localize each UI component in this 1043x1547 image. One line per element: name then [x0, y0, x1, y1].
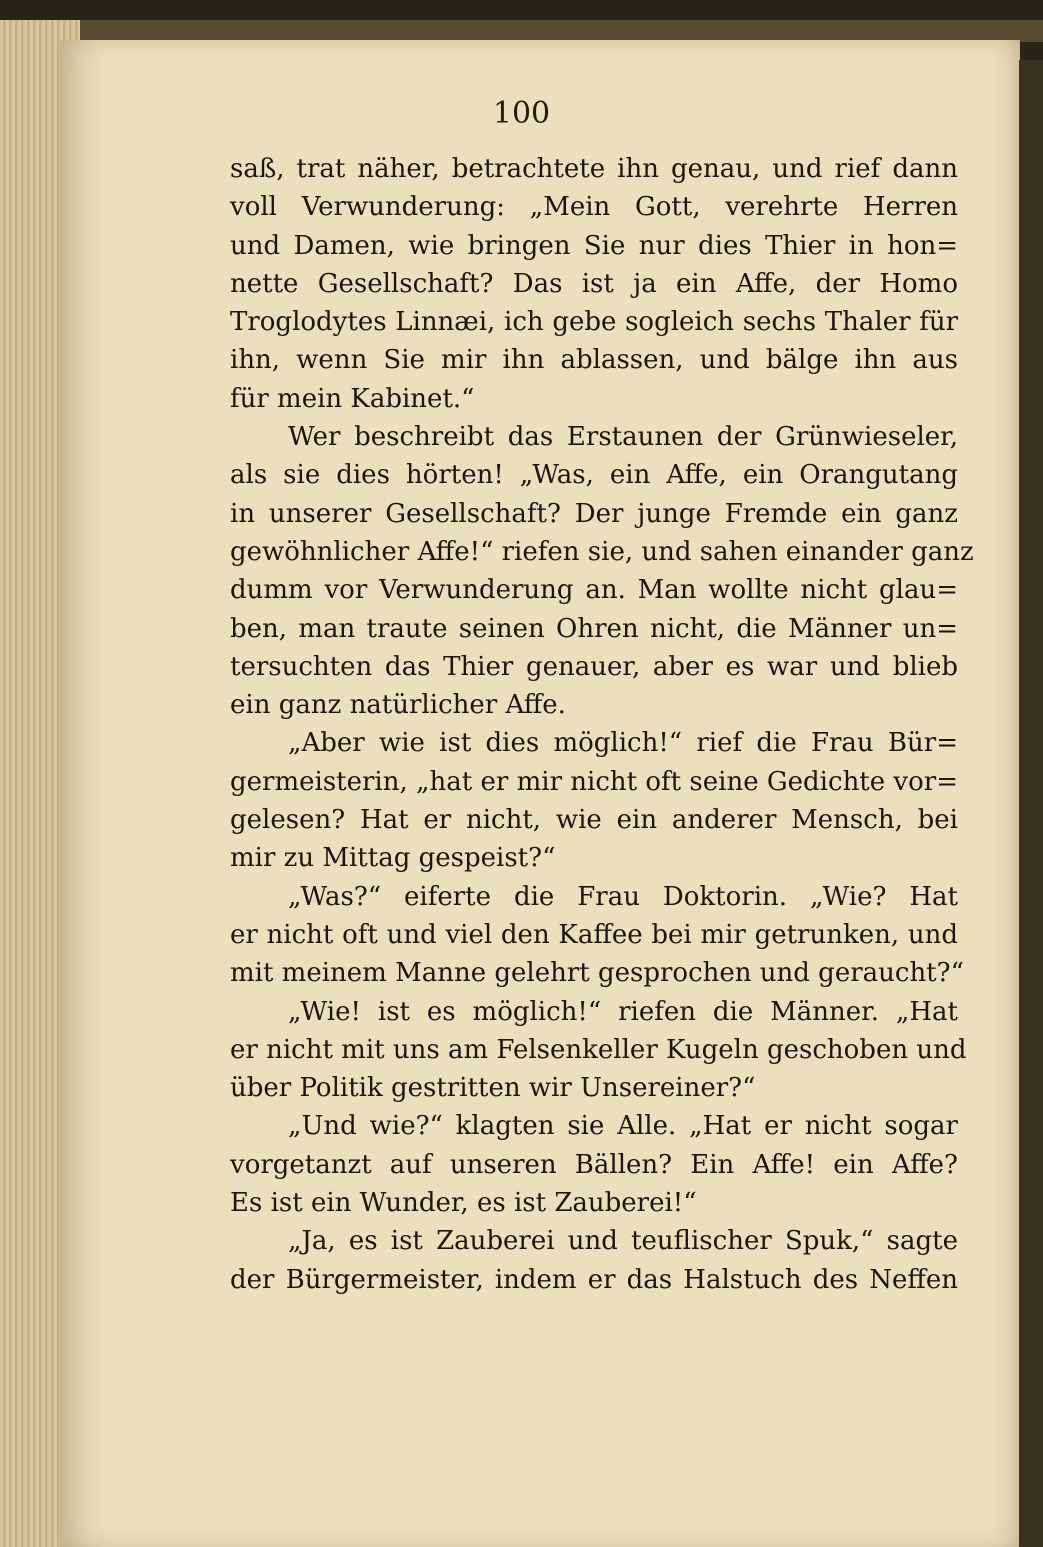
text-line: voll Verwunderung: „Mein Gott, verehrte Herren: [230, 192, 958, 223]
text-line: „Wie! ist es möglich!“ riefen die Männer. „Hat: [288, 996, 958, 1027]
book-right-edge: [1019, 60, 1043, 1547]
text-line: vorgetanzt auf unseren Bällen? Ein Affe! ein Affe?: [230, 1149, 958, 1180]
page-number: 100: [492, 96, 551, 131]
text-line: der Bürgermeister, indem er das Halstuch des Neffen: [230, 1264, 958, 1295]
text-line: „Was?“ eiferte die Frau Doktorin. „Wie? Hat: [288, 881, 958, 912]
text-line: „Ja, es ist Zauberei und teuflischer Spuk,“ sagte: [288, 1226, 958, 1257]
text-line: „Aber wie ist dies möglich!“ rief die Frau Bür=: [288, 728, 958, 759]
text-line: dumm vor Verwunderung an. Man wollte nicht glau=: [230, 575, 958, 606]
text-line: er nicht oft und viel den Kaffee bei mir getrunken, und: [230, 919, 958, 950]
text-line: „Und wie?“ klagten sie Alle. „Hat er nicht sogar: [288, 1111, 958, 1142]
text-line: nette Gesellschaft? Das ist ja ein Affe, der Homo: [230, 268, 958, 299]
book-top-edge: [40, 20, 1043, 42]
text-line: mir zu Mittag gespeist?“: [230, 843, 556, 874]
text-line: saß, trat näher, betrachtete ihn genau, und rief dann: [230, 154, 958, 184]
text-line: ein ganz natürlicher Affe.: [230, 690, 566, 721]
text-line: für mein Kabinet.“: [230, 383, 475, 414]
text-line: gewöhnlicher Affe!“ riefen sie, und sahen einander ganz: [230, 536, 974, 567]
text-line: Es ist ein Wunder, es ist Zauberei!“: [230, 1188, 697, 1219]
text-line: Troglodytes Linnæi, ich gebe sogleich sechs Thaler für: [230, 307, 958, 338]
text-line: und Damen, wie bringen Sie nur dies Thier in hon=: [230, 230, 958, 261]
text-line: gelesen? Hat er nicht, wie ein anderer Mensch, bei: [230, 805, 958, 836]
text-line: Wer beschreibt das Erstaunen der Grünwieseler,: [288, 422, 958, 453]
body-text: [230, 150, 974, 1299]
text-line: tersuchten das Thier genauer, aber es war und blieb: [230, 651, 958, 682]
text-line: als sie dies hörten! „Was, ein Affe, ein Orangutang: [230, 460, 958, 491]
text-line: in unserer Gesellschaft? Der junge Fremde ein ganz: [230, 498, 958, 529]
text-line: ben, man traute seinen Ohren nicht, die Männer un=: [230, 613, 958, 644]
text-line: er nicht mit uns am Felsenkeller Kugeln geschoben und: [230, 1034, 967, 1065]
text-line: germeisterin, „hat er mir nicht oft seine Gedichte vor=: [230, 766, 958, 797]
text-line: mit meinem Manne gelehrt gesprochen und geraucht?“: [230, 958, 964, 989]
text-line: über Politik gestritten wir Unsereiner?“: [230, 1073, 756, 1104]
text-line: ihn, wenn Sie mir ihn ablassen, und bälge ihn aus: [230, 345, 958, 376]
